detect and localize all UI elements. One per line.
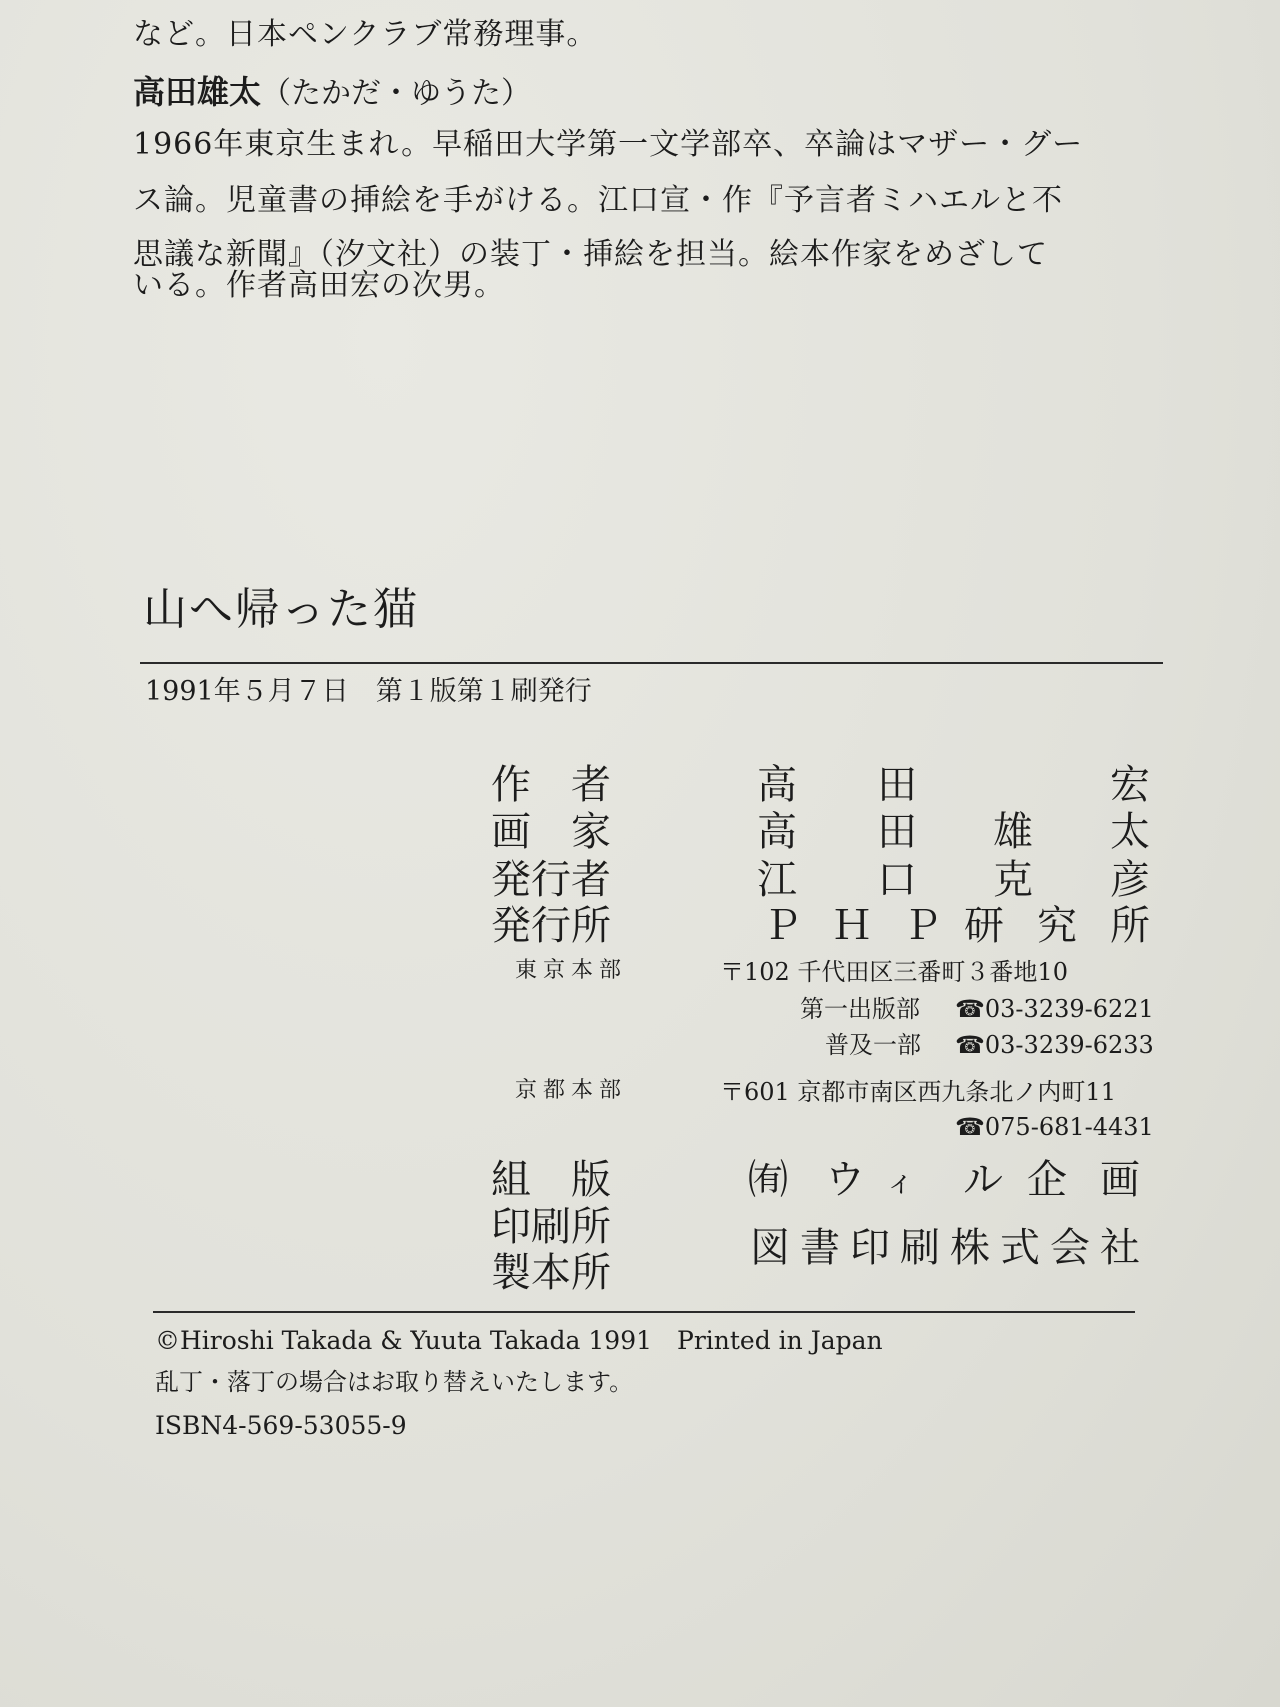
printer-char-3: 印 bbox=[850, 1225, 890, 1271]
publisher-person-label: 発行者 bbox=[491, 857, 611, 903]
edition-line: 1991年５月７日 第１版第１刷発行 bbox=[145, 676, 592, 707]
author-label: 作 者 bbox=[491, 762, 611, 808]
typeset-char-6: 画 bbox=[1100, 1157, 1140, 1203]
publisher-char-6: 所 bbox=[1110, 903, 1150, 949]
typeset-label: 組 版 bbox=[491, 1157, 611, 1203]
binder-label: 製本所 bbox=[491, 1250, 611, 1296]
tokyo-tel-1: ☎03-3239-6221 bbox=[955, 995, 1154, 1023]
printer-char-2: 書 bbox=[800, 1225, 840, 1271]
publisher-char-3: Ｐ bbox=[902, 903, 942, 949]
kyoto-office-label: 京都本部 bbox=[515, 1078, 628, 1103]
bio-top-fragment: など。日本ペンクラブ常務理事。 bbox=[133, 17, 598, 52]
typeset-char-1: ㈲ bbox=[748, 1157, 788, 1203]
tokyo-tel-2: ☎03-3239-6233 bbox=[955, 1031, 1154, 1059]
publisher-person-char-4: 彦 bbox=[1110, 857, 1150, 903]
bio-line-4: いる。作者高田宏の次男。 bbox=[133, 268, 505, 303]
typeset-char-2: ウ bbox=[825, 1157, 865, 1203]
illustrator-heading bbox=[133, 73, 532, 111]
printer-char-8: 社 bbox=[1100, 1225, 1140, 1271]
typeset-char-4: ル bbox=[963, 1157, 1003, 1203]
title-rule bbox=[140, 662, 1163, 664]
copyright-line: ©Hiroshi Takada & Yuuta Takada 1991 Printed in Japan bbox=[155, 1326, 883, 1355]
publisher-char-5: 究 bbox=[1037, 903, 1077, 949]
author-char-2: 田 bbox=[877, 762, 917, 808]
illustrator-char-1: 高 bbox=[757, 809, 797, 855]
illustrator-char-3: 雄 bbox=[993, 809, 1033, 855]
publisher-label: 発行所 bbox=[491, 903, 611, 949]
printer-char-7: 会 bbox=[1050, 1225, 1090, 1271]
illustrator-char-4: 太 bbox=[1110, 809, 1150, 855]
printer-label: 印刷所 bbox=[491, 1204, 611, 1250]
tokyo-address: 〒102 千代田区三番町３番地10 bbox=[720, 958, 1068, 986]
publisher-person-char-1: 江 bbox=[757, 857, 797, 903]
isbn: ISBN4-569-53055-9 bbox=[155, 1411, 407, 1440]
illustrator-bio-reading: （たかだ・ゆうた） bbox=[261, 76, 532, 111]
publisher-person-char-3: 克 bbox=[993, 857, 1033, 903]
bio-line-1: 1966年東京生まれ。早稲田大学第一文学部卒、卒論はマザー・グー bbox=[133, 127, 1084, 162]
publisher-person-char-2: 口 bbox=[877, 857, 917, 903]
tokyo-dept-2: 普及一部 bbox=[825, 1031, 921, 1059]
illustrator-bio-name: 高田雄太 bbox=[133, 73, 262, 111]
illustrator-label: 画 家 bbox=[491, 809, 611, 855]
replacement-notice: 乱丁・落丁の場合はお取り替えいたします。 bbox=[155, 1368, 634, 1396]
bio-line-2: ス論。児童書の挿絵を手がける。江口宣・作『予言者ミハエルと不 bbox=[133, 183, 1063, 218]
bio-line-3: 思議な新聞』（汐文社）の装丁・挿絵を担当。絵本作家をめざして bbox=[133, 237, 1048, 272]
printer-char-1: 図 bbox=[750, 1225, 790, 1271]
typeset-char-3: ィ bbox=[885, 1165, 915, 1200]
kyoto-tel: ☎075-681-4431 bbox=[955, 1113, 1154, 1141]
publisher-char-2: Ｈ bbox=[832, 903, 872, 949]
printer-char-5: 株 bbox=[950, 1225, 990, 1271]
printer-char-6: 式 bbox=[1000, 1225, 1040, 1271]
publisher-char-4: 研 bbox=[964, 903, 1004, 949]
author-char-3: 宏 bbox=[1110, 762, 1150, 808]
book-title: 山へ帰った猫 bbox=[143, 584, 419, 635]
publisher-char-1: Ｐ bbox=[762, 903, 802, 949]
typeset-char-5: 企 bbox=[1027, 1157, 1067, 1203]
illustrator-char-2: 田 bbox=[877, 809, 917, 855]
printer-char-4: 刷 bbox=[900, 1225, 940, 1271]
tokyo-office-label: 東京本部 bbox=[515, 958, 628, 983]
author-char-1: 高 bbox=[757, 762, 797, 808]
footer-rule bbox=[153, 1311, 1135, 1313]
tokyo-dept-1: 第一出版部 bbox=[800, 995, 920, 1023]
kyoto-address: 〒601 京都市南区西九条北ノ内町11 bbox=[720, 1078, 1116, 1106]
